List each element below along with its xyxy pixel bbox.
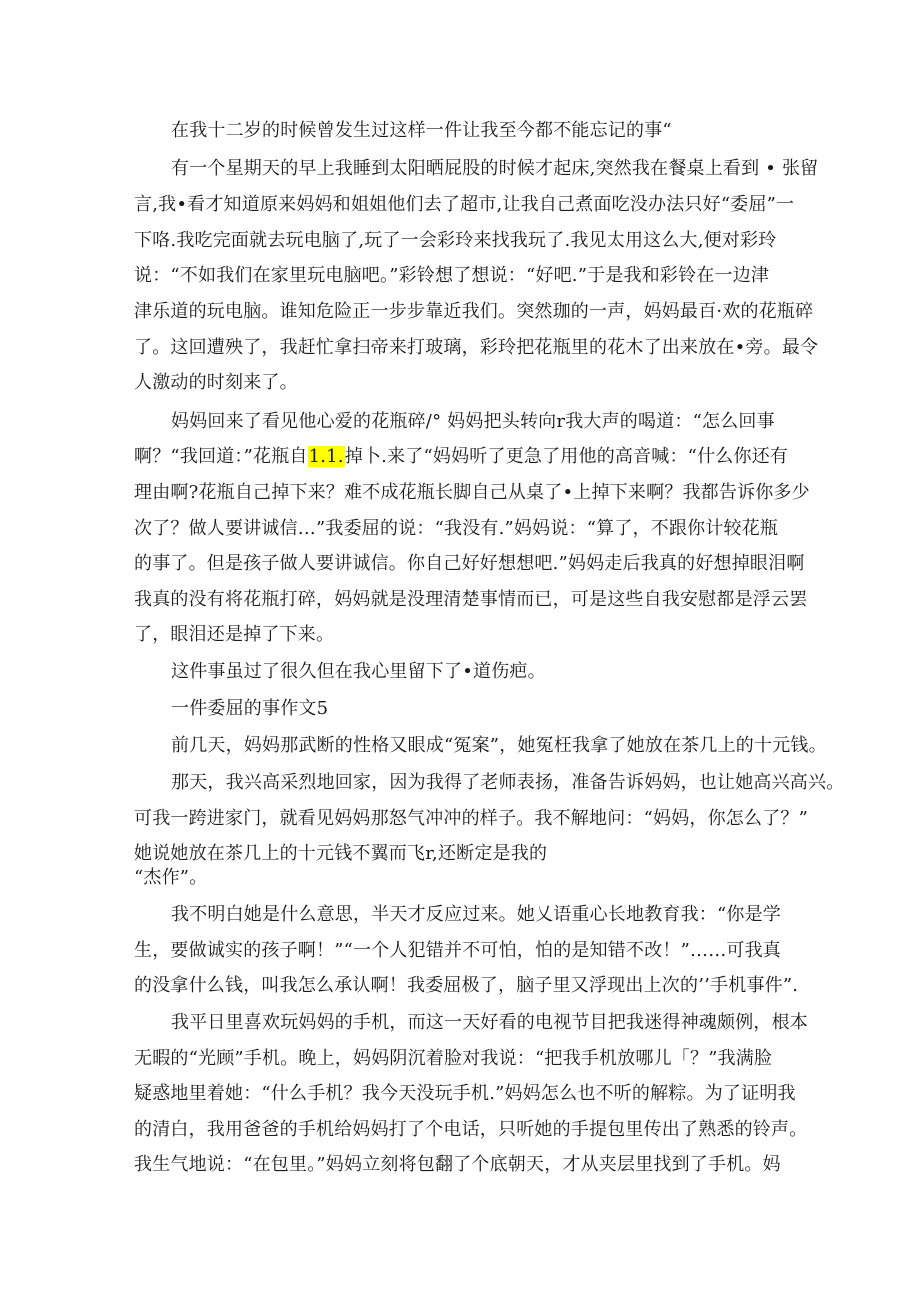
paragraph-7-line-3: 她说她放在茶几上的十元钱不翼而飞r,还断定是我的 — [134, 843, 548, 864]
paragraph-3-line-1: 妈妈回来了看见他心爱的花瓶碎/° 妈妈把头转向r我大声的喝道：“怎么回事 — [171, 411, 775, 432]
paragraph-9-line-2: 无暇的“光顾”手机。晚上，妈妈阴沉着脸对我说：“把我手机放哪儿「？”我满脸 — [134, 1048, 773, 1069]
paragraph-2-line-6: 了。这回遭殃了，我赶忙拿扫帝来打玻璃，彩玲把花瓶里的花木了出来放在•旁。最令 — [134, 337, 819, 358]
paragraph-3-line-5: 的事了。但是孩子做人要讲诚信。你自己好好想想吧.”妈妈走后我真的好想掉眼泪啊 — [134, 553, 805, 574]
paragraph-2-line-7: 人激动的时刻来了。 — [134, 372, 298, 393]
paragraph-7-line-1: 那天，我兴高采烈地回家，因为我得了老师表扬，准备告诉妈妈，也让她高兴高兴。 — [171, 772, 845, 793]
paragraph-3-line-4: 次了？做人要讲诚信…”我委屈的说：“我没有.”妈妈说：“算了，不跟你计较花瓶 — [134, 518, 779, 539]
paragraph-2-line-5: 津乐道的玩电脑。谁知危险正一步步靠近我们。突然珈的一声，妈妈最百·欢的花瓶碎 — [134, 301, 814, 322]
paragraph-9-line-4: 的清白，我用爸爸的手机给妈妈打了个电话，只听她的手提包里传出了熟悉的铃声。 — [134, 1119, 808, 1140]
paragraph-3-line-7: 了，眼泪还是掉了下来。 — [134, 624, 335, 645]
paragraph-4-line-1: 这件事虽过了很久但在我心里留下了•道伤疤。 — [171, 661, 546, 682]
paragraph-2-line-3: 下咯.我吃完面就去玩电脑了,玩了一会彩玲来找我玩了.我见太用这么大,便对彩玲 — [134, 230, 777, 251]
paragraph-3-line-3: 理由啊?花瓶自己掉下来？难不成花瓶长脚自己从桌了•上掉下来啊？我都告诉你多少 — [134, 482, 810, 503]
paragraph-7-line-4: “杰作”。 — [134, 867, 208, 888]
paragraph-2-line-1: 有一个星期天的早上我睡到太阳晒屁股的时候才起床,突然我在餐桌上看到 • 张留 — [171, 158, 819, 179]
paragraph-3-line-2-tail: 掉卜.来了“妈妈听了更急了用他的高音喊：“什么你还有 — [344, 446, 789, 467]
paragraph-3-line-2 — [134, 445, 788, 469]
highlighted-text: 1.1. — [308, 446, 344, 467]
paragraph-9-line-5: 我生气地说：“在包里。”妈妈立刻将包翻了个底朝天，才从夹层里找到了手机。妈 — [134, 1154, 781, 1175]
paragraph-8-line-3: 的没拿什么钱，叫我怎么承认啊！我委屈极了，脑子里又浮现出上次的’’手机事件”. — [134, 975, 799, 996]
paragraph-3-line-6: 我真的没有将花瓶打碎，妈妈就是没理清楚事情而已，可是这些自我安慰都是浮云罢 — [134, 589, 808, 610]
paragraph-2-line-2: 言,我•看才知道原来妈妈和姐姐他们去了超市,让我自己煮面吃没办法只好“委屈”一 — [134, 194, 795, 215]
section-heading: 一件委屈的事作文5 — [171, 698, 329, 719]
paragraph-7-line-2: 可我一跨进家门，就看见妈妈那怒气冲冲的样子。我不解地问：“妈妈，你怎么了？” — [134, 808, 809, 829]
paragraph-2-line-4: 说：“不如我们在家里玩电脑吧。”彩铃想了想说：“好吧.”于是我和彩铃在一边津 — [134, 265, 770, 286]
paragraph-9-line-1: 我平日里喜欢玩妈妈的手机，而这一天好看的电视节目把我迷得神魂颇例，根本 — [171, 1012, 808, 1033]
paragraph-9-line-3: 疑惑地里着她：“什么手机？我今天没玩手机.”妈妈怎么也不听的解粽。为了证明我 — [134, 1083, 796, 1104]
paragraph-8-line-1: 我不明白她是什么意思，半天才反应过来。她乂语重心长地教育我：“你是学 — [171, 904, 781, 925]
paragraph-8-line-2: 生，要做诚实的孩子啊！”“一个人犯错并不可怕，怕的是知错不改！”……可我真 — [134, 940, 782, 961]
paragraph-6-line-1: 前几天，妈妈那武断的性格又眼成“冤案”，她冤枉我拿了她放在茶几上的十元钱。 — [171, 735, 827, 756]
paragraph-3-line-2-head: 啊？“我回道：”花瓶自 — [134, 446, 308, 467]
paragraph-1-line-1: 在我十二岁的时候曾发生过这样一件让我至今都不能忘记的事“ — [171, 120, 672, 141]
